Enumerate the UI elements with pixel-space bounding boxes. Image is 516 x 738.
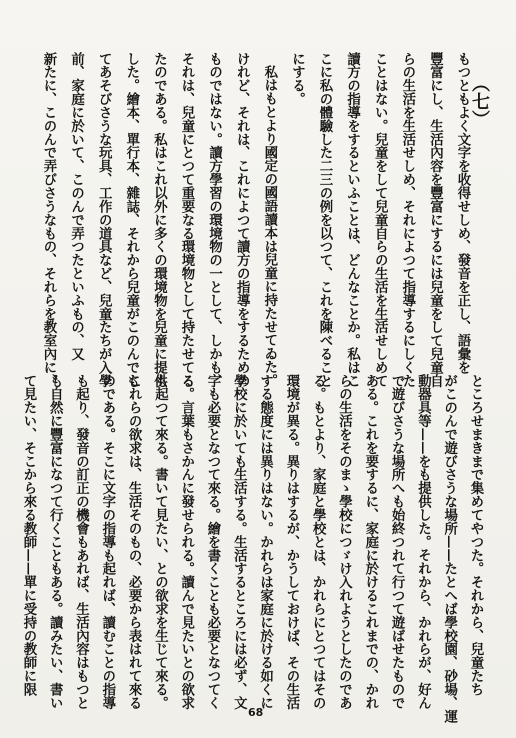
text-column: 學校に於いても生活する。生活するところには必ず、文 (231, 374, 248, 710)
text-column: る。言葉もさかんに發せられる。讀んで見たいとの欲求 (178, 374, 195, 710)
text-column: これらの欲求は、生活そのもの、必要から表はれて來る (126, 374, 143, 710)
text-column: たのである。私はこれ以外に多くの環境物を兒童に提供 (151, 52, 168, 388)
text-column: のである。そこに文字の指導も起れば、讀むことの指導 (99, 374, 116, 710)
text-column: こに私の體驗した二三の例を以つて、これを陳べること (317, 52, 333, 388)
text-column: 私はもとより國定の國語讀本は兒童に持たせてゐた。 (261, 65, 278, 388)
text-column: ものではない。讀方學習の環境物の一として、しかも、 (206, 52, 223, 388)
text-column: 前、家庭に於いて、このんで弄つたといふもの、又 (68, 52, 85, 361)
text-column: らの生活をそのまゝ學校につゞけ入れようとしたのであ (336, 374, 353, 710)
text-column: それは、兒童にとつて重要なる環境物として持たせてる (179, 52, 195, 388)
text-column: らの生活を生活せしめ、それによつて指導するにしくた (399, 52, 416, 388)
text-column: てあそびさうな玩具、工作の道具など、兒童たちが入學 (96, 52, 113, 388)
section-heading: （七） (469, 74, 490, 128)
text-column: もつともよく文字を收得せしめ、發音を正し、語彙を (455, 52, 471, 375)
text-column: する態度には異りはない。かれらは家庭に於ける如くに (257, 374, 274, 710)
text-column: ことはない。兒童をして兒童自らの生活を生活せしめて (372, 52, 389, 388)
text-column: も起つて來る。書いて見たい、との欲求を生じて來る。 (152, 374, 169, 710)
text-column: 動器具等——をも提供した。それから、かれらが、好ん (415, 374, 432, 710)
text-column: も自然に豐富になつて行くこともある。讀みたい、書い (47, 374, 64, 710)
text-column: がこのんで遊びさうな場所——たとへば學校園、砂場、運 (441, 374, 458, 723)
text-column: る。もとより、家庭と學校とは、かれらにとつてはその (310, 374, 327, 710)
text-column: て見たい、そこから來る教師——單に受持の教師に限 (20, 374, 37, 697)
text-column: 豐富にし、生活內容を豐富にするには兒童をして兒童自 (427, 52, 444, 388)
text-column: ある。これを要するに、家庭に於けるこれまでの、かれ (362, 374, 379, 710)
text-column: した。繪本、單行本、雜誌、それから兒童がこのんでも (123, 52, 140, 388)
text-column: ところせまきまで集めてやつた。それから、兒童たち (468, 374, 484, 697)
text-column: 字も必要となつて來る。繪を書くことも必要となつてく (205, 374, 221, 710)
text-column: 讀方の指導をするといふことは、どんなことか。私はこ (344, 52, 361, 388)
text-column: けれど、それは、これによつて讀方の指導をするための (234, 52, 251, 388)
text-column: で遊びさうな場所へも始終つれて行つて遊ばせたもので (389, 374, 406, 710)
page-number: 68 (248, 706, 264, 719)
text-column: 新たに、このんで弄びさうなもの、それらを教室內に、 (41, 52, 57, 388)
text-column: 環境が異る。異りはするが、かうしておけば、その生活 (283, 374, 300, 710)
text-column: も起り、發音の訂正の機會もあれば、生活內容はもつと (73, 374, 90, 710)
text-column: にする。 (289, 52, 306, 106)
